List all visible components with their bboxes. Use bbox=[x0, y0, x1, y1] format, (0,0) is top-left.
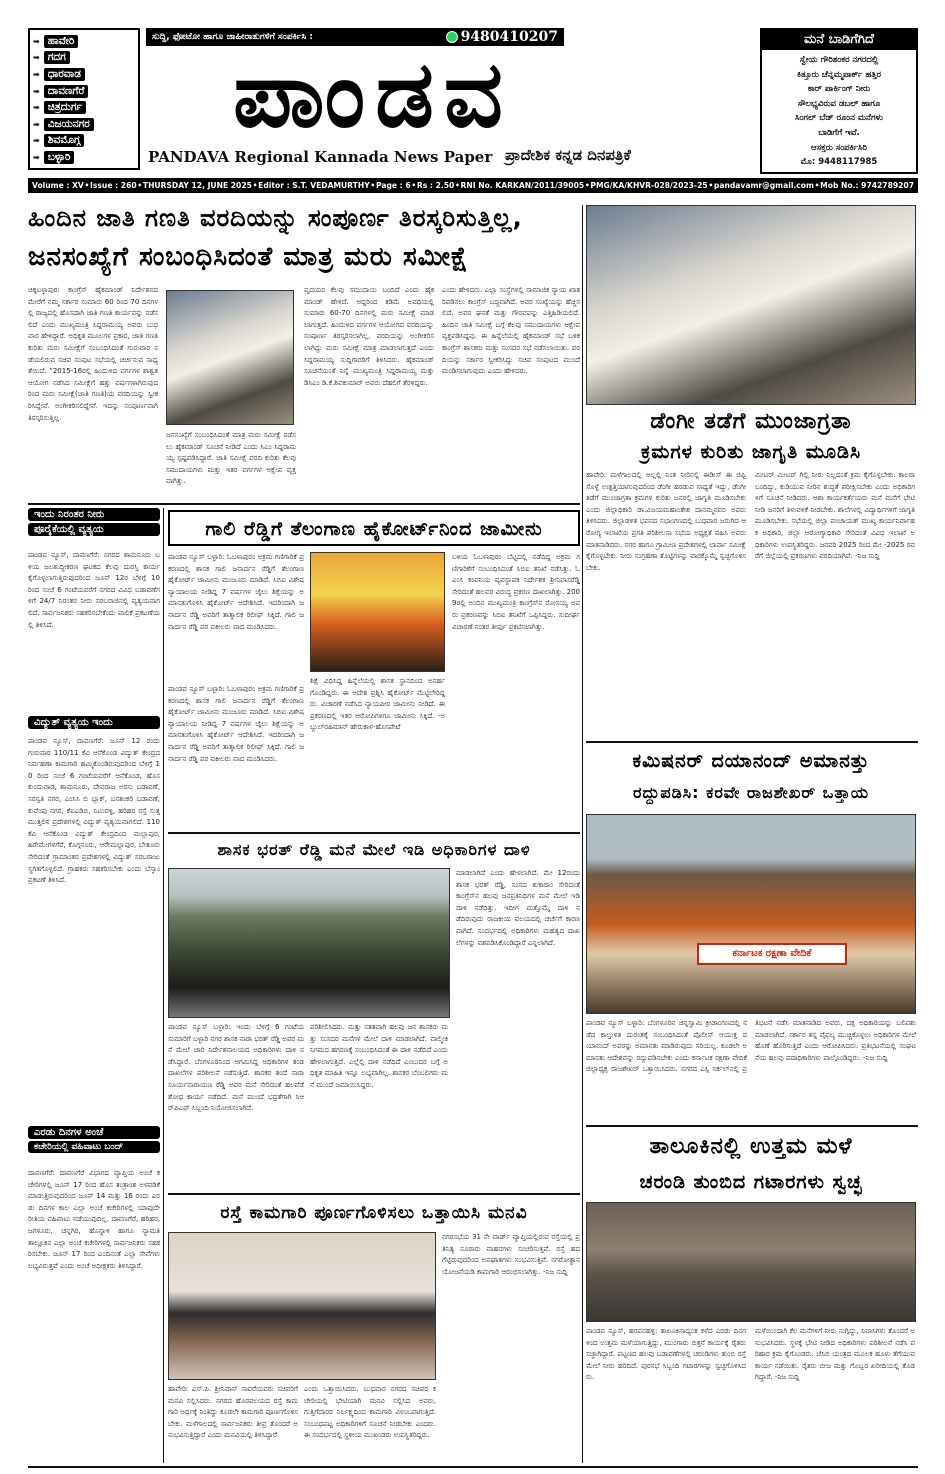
divider bbox=[168, 1193, 580, 1195]
bottom-rule bbox=[28, 1466, 918, 1468]
district-item bbox=[33, 149, 135, 166]
bail-column-1b: ಪಾಂಡವ ನ್ಯೂಸ್ ಬಳ್ಳಾರಿ: ಓಬಳಾಪುರಂ ಅಕ್ರಮ ಗಣಿಗಾರಿಕೆ ಪ್ರಕರಣದಲ್ಲಿ ಶಾಸಕ ಗಾಲಿ ಜನಾರ್ದನ ರೆಡ್ಡಿಗೆ ತೆಲಂಗಾಣ ಹೈಕೋರ್ಟ್ ಜಾಮೀನು ಮಂಜೂರು ಮಾಡಿದೆ. ಸಿಬಿಐ ವಿಶೇಷ ನ್ಯಾಯಾಲಯ ನೀಡಿದ್ದ 7 ವರ್ಷಗಳ ಜೈಲು ಶಿಕ್ಷೆಯನ್ನು ಅಮಾನತುಗೊಳಿಸಿ ಹೈಕೋರ್ಟ್ ಆದೇಶಿಸಿದೆ. ಇದರಿಂದಾಗಿ ಜನಾರ್ದನ ರೆಡ್ಡಿ ಅವರಿಗೆ ತಾತ್ಕಾಲಿಕ ರಿಲೀಫ್ ಸಿಕ್ಕಿದೆ. ಗಾಲಿ ಜನಾರ್ದನ ರೆಡ್ಡಿ ಪರ ವಕೀಲರು ವಾದ ಮಂಡಿಸಿದರು. bbox=[168, 685, 304, 763]
lead-column-1: ಚಿಕ್ಕಬಳ್ಳಾಪುರ: ಕಾಂಗ್ರೆಸ್ ಹೈಕಮಾಂಡ್ ನಿರ್ದೇಶನದ ಮೇರೆಗೆ ನಮ್ಮ ಸರ್ಕಾರ ಸುಮಾರು 60 ರಿಂದ 70 ದಿನಗಳಲ್ಲಿ ರಾಜ್ಯದಲ್ಲಿ ಹೊಸದಾಗಿ ಜಾತಿ ಗಣತಿ ಕಾರ್ಯವನ್ನು ನಡೆಸಲಿದೆ ಎಂದು ಮುಖ್ಯಮಂತ್ರಿ ಸಿದ್ದರಾಮಯ್ಯ ಅವರು ಬುಧವಾರ ಹೇಳಿದ್ದಾರೆ. ಅಧಿಕೃತ ಮೂಲಗಳ ಪ್ರಕಾರ, ಜಾತಿ ಗಣತಿ ಕುರಿತು ಮರು ಸಮೀಕ್ಷೆಗೆ ಸಂಬಂಧಿಸಿದಂತೆ ಗುರುವಾರ ನಡೆಯಲಿರುವ ಸಚಿವ ಸಂಪುಟ ಸಭೆಯಲ್ಲಿ ಚರ್ಚಿಸುವ ಸಾಧ್ಯತೆಯಿದೆ. "2015-16ರಲ್ಲಿ ಹಿಂದುಳಿದ ವರ್ಗಗಳ ಶಾಶ್ವತ ಆಯೋಗ ನಡೆಸಿದ ಸಮೀಕ್ಷೆಗೆ ಹತ್ತು ವರ್ಷಗಳಾಗಿರುವುದರಿಂದ ಮರು ಸಮೀಕ್ಷೆ(ಜಾತಿ ಗಣತಿ)ಯ ವರದಿಯನ್ನು ಸ್ವೀಕರಿಸಿದ್ದೇವೆ. ಅಂಗೀಕರಿಸಲಿದ್ದೇವೆ. ಇದನ್ನು ಸಂಪೂರ್ಣವಾಗಿ ತಿರಸ್ಕರಿಸುತ್ತಿಲ್ಲ. bbox=[28, 286, 158, 422]
arrow-icon: ➡ bbox=[33, 36, 40, 46]
info-item: Rs : 2.50 bbox=[416, 181, 455, 190]
arrow-icon: ➡ bbox=[33, 119, 40, 129]
classified-line: ಕಾರ್ ಪಾರ್ಕಿಂಗ್ ನೀರು bbox=[807, 84, 871, 95]
rain-column-2: ಮಳೆಯಿಂದಾಗಿ ಕೆಲ ಮನೆಗಳಿಗೆ ನೀರು ನುಗ್ಗಿದ್ದು, ನಿವಾಸಿಗಳು ತೊಂದರೆ ಅನುಭವಿಸಿದರು. ಸ್ಥಳಕ್ಕೆ ಭೇಟಿ ನೀಡಿದ ಅಧಿಕಾರಿಗಳು ಪರಿಶೀಲನೆ ನಡೆಸಿ ಪರಿಹಾರ ಕ್ರಮ ಕೈಗೊಂಡರು. ಜೆಸಿಬಿ ಯಂತ್ರದ ಮೂಲಕ ಹೂಳು ತೆಗೆಯುವ ಕಾರ್ಯ ನಡೆಯಿತು. ರೈತರು ಬೀಜ ಮತ್ತು ಗೊಬ್ಬರ ಖರೀದಿಯಲ್ಲಿ ತೊಡಗಿದ್ದಾರೆ. -ನಿಜ ಸುದ್ದಿ bbox=[755, 1327, 915, 1382]
classified-line: ಸ್ವೇಯ ಗೌರಿಶಂಕರ ನಗರದಲ್ಲಿ bbox=[799, 55, 879, 65]
classified-line: ಸೌಲಭ್ಯವಿರುವ ಡಬಲ್ ಹಾಗೂ bbox=[797, 98, 881, 109]
rain-column-1: ಪಾಂಡವ ನ್ಯೂಸ್, ಹರಪನಹಳ್ಳಿ: ತಾಲೂಕಿನಾದ್ಯಂತ ಕಳೆದ ಎರಡು ದಿನಗಳಿಂದ ಉತ್ತಮ ಮಳೆಯಾಗುತ್ತಿದ್ದು, ಮುಂಗಾರು ಬಿತ್ತನೆ ಕಾರ್ಯಕ್ಕೆ ರೈತರು ಸಜ್ಜಾಗಿದ್ದಾರೆ. ಪಟ್ಟಣದ ಹಲವು ಬಡಾವಣೆಗಳಲ್ಲಿ ಚರಂಡಿಗಳು ತುಂಬಿ ರಸ್ತೆ ಮೇಲೆ ನೀರು ಹರಿದಿದೆ. ಪುರಸಭೆ ಸಿಬ್ಬಂದಿ ಗಟಾರಗಳನ್ನು ಸ್ವಚ್ಛಗೊಳಿಸಿದರು. bbox=[586, 1327, 746, 1382]
dengue-headline-2: ಕ್ರಮಗಳ ಕುರಿತು ಜಾಗೃತಿ ಮೂಡಿಸಿ bbox=[640, 441, 862, 463]
separator-icon: • bbox=[584, 181, 590, 190]
info-item: Issue : 260 bbox=[90, 181, 137, 190]
dengue-photo bbox=[586, 205, 916, 405]
office-headline-2: ಕಚೇರಿಯಲ್ಲಿ ವಹಿವಾಟು ಬಂದ್ bbox=[28, 1141, 160, 1153]
dengue-column-1: ಹಾವೇರಿ: ಮಳೆಗಾಲದಲ್ಲಿ ಅಲ್ಲಲ್ಲಿ ನಿಂತ ನೀರಿನಲ್ಲಿ ಈಡೀಸ್ ಈ ಜಿಪ್ಟಿ ಸೊಳ್ಳೆ ಉತ್ಪತ್ತಿಯಾಗುವುದರಿಂದ ಡೆಂಗೀ ಹರಡುವ ಸಾಧ್ಯತೆ ಇದ್ದು, ಡೆಂಗೀ ತಡೆಗೆ ಮುಂಜಾಗ್ರತಾ ಕ್ರಮಗಳ ಕುರಿತು ಜನರಲ್ಲಿ ಜಾಗೃತಿ ಮೂಡಿಸಬೇಕು ಎಂದು ಜಿಲ್ಲಾಧಿಕಾರಿ ಡಾ.ವಿಜಯಮಹಾಂತೇಶ ದಾನಮ್ಮನವರ ಅವರು ತಿಳಿಸಿದರು. ಜಿಲ್ಲಾಡಳಿತ ಭವನದ ಸಭಾಂಗಣದಲ್ಲಿ ಬುಧವಾರ ಜರುಗಿದ ಆರೋಗ್ಯ ಇಲಾಖೆಯ ಪ್ರಗತಿ ಪರಿಶೀಲನಾ ಸಭೆಯ ಅಧ್ಯಕ್ಷತೆ ವಹಿಸಿ ಅವರು ಮಾತನಾಡಿದರು. ನಗರ ಹಾಗೂ ಗ್ರಾಮೀಣ ಪ್ರದೇಶಗಳಲ್ಲಿ ಲಾರ್ವಾ ಸಮೀಕ್ಷೆ ಕೈಗೊಳ್ಳಬೇಕು. ನೀರು ಸಂಗ್ರಹಣಾ ತೊಟ್ಟಿಗಳನ್ನು ವಾರಕ್ಕೊಮ್ಮೆ ಸ್ವಚ್ಛಗೊಳಿಸಬೇಕು. bbox=[586, 471, 746, 572]
district-label: ವಿಜಯನಗರ bbox=[44, 118, 94, 131]
classified-line: ಸಿಂಗಲ್ ಬೆಡ್ ರೂಂನ ಮನೆಗಳು bbox=[795, 113, 883, 124]
commissioner-body: ಪಾಂಡವ ನ್ಯೂಸ್ ಬಳ್ಳಾರಿ: ಬೆಂಗಳೂರಿನ ಚಿನ್ನಸ್ವಾಮಿ ಕ್ರೀಡಾಂಗಣದಲ್ಲಿ ನಡೆದ ಕಾಲ್ತುಳಿತ ದುರಂತಕ್ಕೆ ಸಂಬಂಧಿಸಿದಂತೆ ಪೊಲೀಸ್ ಆಯುಕ್ತ ದಯಾನಂದ್ ಅವರನ್ನು ಅಮಾನತು ಮಾಡಿರುವುದು ಸರಿಯಲ್ಲ. ಕೂಡಲೇ ಅಮಾನತು ಆದೇಶವನ್ನು ರದ್ದುಪಡಿಸಬೇಕು ಎಂದು ಕರ್ನಾಟಕ ರಕ್ಷಣಾ ವೇದಿಕೆ ಜಿಲ್ಲಾಧ್ಯಕ್ಷ ರಾಜಶೇಖರ್ ಒತ್ತಾಯಿಸಿದರು. ನಗರದ ಎಸ್ಪಿ ಸರ್ಕಲ್‌ನಲ್ಲಿ ಪ್ರತಿಭಟನೆ ನಡೆಸಿ ಮಾತನಾಡಿದ ಅವರು, ದಕ್ಷ ಅಧಿಕಾರಿಯನ್ನು ಬಲಿಪಶು ಮಾಡಲಾಗಿದೆ. ಸರ್ಕಾರ ತನ್ನ ವೈಫಲ್ಯ ಮುಚ್ಚಿಕೊಳ್ಳಲು ಅಧಿಕಾರಿಗಳ ಮೇಲೆ ಹೊಣೆ ಹೊರಿಸುತ್ತಿದೆ ಎಂದು ಆರೋಪಿಸಿದರು. ಪ್ರತಿಭಟನೆಯಲ್ಲಿ ಸಂಘಟನೆಯ ಹಲವು ಪದಾಧಿಕಾರಿಗಳು ಪಾಲ್ಗೊಂಡಿದ್ದರು. -ನಿಜ ಸುದ್ದಿ bbox=[586, 1019, 916, 1074]
separator-icon: • bbox=[455, 181, 460, 190]
subtitle-english: PANDAVA Regional Kannada News Paper bbox=[148, 148, 493, 166]
district-label: ದಾವಣಗೆರೆ bbox=[44, 85, 89, 98]
separator-icon: • bbox=[814, 181, 820, 190]
water-body: ಪಾಂಡವ ನ್ಯೂಸ್, ದಾವಣಗೆರೆ: ನಗರದ ಶಾಮನೂರು ಬಳಿಯ ಜಲಶುದ್ಧೀಕರಣ ಘಟಕದ ಕೆಲವು ದುರಸ್ತಿ ಕಾರ್ಯ ಕೈಗೊಳ್ಳಲಾಗುತ್ತಿರುವುದರಿಂದ ಜೂನ್ 12ರ ಬೆಳಿಗ್ಗೆ 10 ರಿಂದ ಸಂಜೆ 6 ಗಂಟೆಯವರೆಗೆ ನಗರದ ವಿವಿಧ ಬಡಾವಣೆಗಳಿಗೆ 24/7 ನಿರಂತರ ನೀರು ಸರಬರಾಜಿನಲ್ಲಿ ವ್ಯತ್ಯಯವಾಗಲಿದೆ. ಸಾರ್ವಜನಿಕರು ಸಹಕರಿಸಬೇಕೆಂದು ಪಾಲಿಕೆ ಪ್ರಕಟಣೆಯಲ್ಲಿ ತಿಳಿಸಿದೆ. bbox=[28, 551, 160, 629]
bail-column-2: ಶಿಕ್ಷೆ ವಿಧಿಸಿದ್ದ ಹಿನ್ನೆಲೆಯಲ್ಲಿ ಶಾಸಕ ಸ್ಥಾನದಿಂದ ಅನರ್ಹಗೊಂಡಿದ್ದರು. ಈ ಆದೇಶ ಪ್ರಶ್ನಿಸಿ ಹೈಕೋರ್ಟ್ ಮೆಟ್ಟಿಲೇರಿದ್ದರು. ವಿಚಾರಣೆ ನಡೆಸಿದ ನ್ಯಾಯಪೀಠ ಜಾಮೀನು ನೀಡಿದೆ. ಈ ಪ್ರಕರಣದಲ್ಲಿ ಇತರ ಆರೋಪಿಗಳಿಗೂ ಜಾಮೀನು ಸಿಕ್ಕಿದೆ. -ಅಬ್ದುಲ್‌ರಹಿಮಾನ್ ಹೇರುಕಾಳ-ಹೊಸಪೇಟೆ bbox=[310, 677, 445, 732]
district-label: ಬಳ್ಳಾರಿ bbox=[44, 151, 75, 164]
separator-icon: • bbox=[137, 181, 143, 190]
info-item: Editor : S.T. VEDAMURTHY bbox=[258, 181, 370, 190]
office-headline-1: ಎರಡು ದಿನಗಳ ಅಂಚೆ bbox=[28, 1126, 160, 1139]
classified-line: ಕಿತ್ತೂರು ಚೆನ್ನಮ್ಮಪಾರ್ಕ್ ಹತ್ತಿರ bbox=[796, 69, 882, 80]
info-item: Volume : XV bbox=[32, 181, 84, 190]
divider bbox=[28, 503, 580, 505]
district-list bbox=[28, 28, 140, 170]
vertical-divider bbox=[582, 205, 583, 1463]
lead-headline-2: ಜನಸಂಖ್ಯೆಗೆ ಸಂಬಂಧಿಸಿದಂತೆ ಮಾತ್ರ ಮರು ಸಮೀಕ್ಷೆ bbox=[28, 242, 469, 272]
subtitle-kannada: ಪ್ರಾದೇಶಿಕ ಕನ್ನಡ ದಿನಪತ್ರಿಕೆ bbox=[505, 146, 631, 164]
separator-icon: • bbox=[708, 181, 714, 190]
commissioner-headline-2: ರದ್ದುಪಡಿಸಿ: ಕರವೇ ರಾಜಶೇಖರ್ ಒತ್ತಾಯ bbox=[632, 783, 870, 802]
bharath-headline: ಶಾಸಕ ಭರತ್ ರೆಡ್ಡಿ ಮನೆ ಮೇಲೆ ಇಡಿ ಅಧಿಕಾರಿಗಳ ದಾಳಿ bbox=[217, 840, 531, 859]
dengue-headline-1: ಡೆಂಗೀ ತಡೆಗೆ ಮುಂಜಾಗ್ರತಾ bbox=[650, 409, 852, 434]
rain-headline-2: ಚರಂಡಿ ತುಂಬಿದ ಗಟಾರಗಳು ಸ್ವಚ್ಛ bbox=[639, 1171, 863, 1193]
arrow-icon: ➡ bbox=[33, 103, 40, 113]
road-column-3: ನಗರಸಭೆಯ 31 ನೇ ವಾರ್ಡ್ ವ್ಯಾಪ್ತಿಯಲ್ಲಿರುವ ರಸ್ತೆಯಲ್ಲಿ ಪ್ರತಿನಿತ್ಯ ನೂರಾರು ವಾಹನಗಳು ಸಂಚರಿಸುತ್ತವೆ. ರಸ್ತೆ ಹದಗೆಟ್ಟಿರುವುದರಿಂದ ಅಪಘಾತಗಳು ಸಂಭವಿಸುತ್ತಿವೆ. ನಗರೋತ್ಥಾನ ಯೋಜನೆಯಡಿ ಕಾಮಗಾರಿ ಆರಂಭಿಸಲಾಗಿತ್ತು. -ನಿಜ ಸುದ್ದಿ bbox=[442, 1233, 580, 1276]
bharath-column-2: ಪರಿಶೀಲಿಸಿದರು. ಮತ್ತು ಸತತವಾಗಿ ಹಲವು ಜನ ಶಾಸಕರು ಮತ್ತು ಸಂಸದರ ಮನೆಗಳ ಮೇಲೆ ದಾಳಿ ಮಾಡಲಾಗಿದೆ. ವಾಲ್ಮೀಕಿ ನಿಗಮದ ಹಗರಣಕ್ಕೆ ಸಂಬಂಧಿಸಿದಂತೆ ಈ ದಾಳಿ ನಡೆದಿದೆ ಎಂದು ಹೇಳಲಾಗುತ್ತಿದೆ. ಎಲ್ಲೆಲ್ಲಿ ದಾಳಿ ನಡೆದಿದೆ ಎಂಬುದರ ಬಗ್ಗೆ ಅಧಿಕೃತ ಮಾಹಿತಿ ಇನ್ನೂ ಲಭ್ಯವಾಗಿಲ್ಲ. ಶಾಸಕರ ಬೆಂಬಲಿಗರು ಮನೆ ಮುಂದೆ ಜಮಾಯಿಸಿದ್ದರು. bbox=[310, 1023, 448, 1089]
rain-headline-1: ತಾಲೂಕಿನಲ್ಲಿ ಉತ್ತಮ ಮಳೆ bbox=[649, 1134, 853, 1159]
water-box bbox=[28, 508, 160, 538]
dengue-column-2: ಮೀಟರ್ ಮೀಟರ್ ಗಿಲ್ಲಿ ನೀರು ನಿಲ್ಲದಂತೆ ಕ್ರಮ ಕೈಗೊಳ್ಳಬೇಕು. ಕಾಲರಾ ಬಂದಿದ್ದು, ಕುಡಿಯುವ ನೀರಿನ ಶುದ್ಧತೆ ಪರೀಕ್ಷಿಸಬೇಕು ಎಂದು ಅಧಿಕಾರಿಗಳಿಗೆ ಸೂಚನೆ ನೀಡಿದರು. ಆಶಾ ಕಾರ್ಯಕರ್ತೆಯರು ಮನೆ ಮನೆಗೆ ಭೇಟಿ ನೀಡಿ ಜನರಿಗೆ ತಿಳುವಳಿಕೆ ನೀಡಬೇಕು. ಶಾಲೆಗಳಲ್ಲಿ ವಿದ್ಯಾರ್ಥಿಗಳಿಗೆ ಜಾಗೃತಿ ಮೂಡಿಸಬೇಕು. ಸಭೆಯಲ್ಲಿ ಜಿಲ್ಲಾ ಪಂಚಾಯತ್ ಮುಖ್ಯ ಕಾರ್ಯನಿರ್ವಾಹಕ ಅಧಿಕಾರಿ, ಜಿಲ್ಲಾ ಆರೋಗ್ಯಾಧಿಕಾರಿ ಸೇರಿದಂತೆ ವಿವಿಧ ಇಲಾಖೆ ಅಧಿಕಾರಿಗಳು ಉಪಸ್ಥಿತರಿದ್ದರು. ಜನವರಿ 2025 ರಿಂದ ಮೇ -2025 ರವರೆಗೆ ಜಿಲ್ಲೆಯಲ್ಲಿ ಪ್ರಕರಣಗಳು ವರದಿಯಾಗಿವೆ. -ನಿಜ ಸುದ್ದಿ bbox=[755, 471, 915, 561]
classified-line: ಆಸಕ್ತರು ಸಂಪರ್ಕಿಸಿರಿ bbox=[811, 142, 867, 153]
contact-line: ಸುದ್ದಿ, ಫೋಟೋ ಹಾಗೂ ಜಾಹೀರಾತುಗಳಿಗೆ ಸಂಪರ್ಕಿಸಿ : bbox=[152, 32, 313, 42]
arrow-icon: ➡ bbox=[33, 86, 40, 96]
lead-headline-1: ಹಿಂದಿನ ಜಾತಿ ಗಣತಿ ವರದಿಯನ್ನು ಸಂಪೂರ್ಣ ತಿರಸ್ಕರಿಸುತ್ತಿಲ್ಲ, bbox=[28, 204, 523, 232]
district-item bbox=[33, 99, 135, 116]
info-bar bbox=[28, 178, 918, 193]
bail-column-3: ಬಳಿಯ ಓಬಳಾಪುರಂ ಬೆಟ್ಟದಲ್ಲಿ ನಡೆದಿದ್ದ ಅಕ್ರಮ ಗಣಿಗಾರಿಕೆಗೆ ಸಂಬಂಧಿಸಿದಂತೆ ಸಿಬಿಐ ತನಿಖೆ ನಡೆಸಿತ್ತು. ಓಎಂಸಿ ಕಂಪನಿಯ ವ್ಯವಸ್ಥಾಪಕ ನಿರ್ದೇಶಕ ಶ್ರೀನಿವಾಸರೆಡ್ಡಿ ಸೇರಿದಂತೆ ಹಲವರ ವಿರುದ್ಧ ಪ್ರಕರಣ ದಾಖಲಾಗಿತ್ತು. 2009ರಲ್ಲಿ ಅಂದಿನ ಮುಖ್ಯಮಂತ್ರಿ ಕಾಂಗ್ರೆಸ್‌ನ ರೋಸಯ್ಯ ಅವರು ಪ್ರಕರಣವನ್ನು ಸಿಬಿಐ ತನಿಖೆಗೆ ಒಪ್ಪಿಸಿದ್ದರು. ಸುದೀರ್ಘ ವಿಚಾರಣೆ ನಂತರ ತೀರ್ಪು ಪ್ರಕಟಿಸಲಾಗಿತ್ತು. bbox=[452, 553, 580, 631]
newspaper-title: ಪಾಂಡವ bbox=[233, 41, 513, 148]
bharath-column-3: ಮಾಡಲಾಗಿದೆ ಎಂದು ಹೇಳಲಾಗಿದೆ. ಮೇ 12ರಂದು ಶಾಸಕ ಭರತ್ ರೆಡ್ಡಿ, ಸಂಸದ ತುಕಾರಾಂ ಸೇರಿದಂತೆ ಕಾಂಗ್ರೆಸ್‌ನ ಹಲವು ಜನಪ್ರತಿನಿಧಿಗಳ ಮನೆ ಮೇಲೆ ಇಡಿ ದಾಳಿ ನಡೆದಿತ್ತು. ಇದೀಗ ಮತ್ತೊಮ್ಮೆ ದಾಳಿ ನಡೆದಿರುವುದು ರಾಜಕೀಯ ವಲಯದಲ್ಲಿ ಚರ್ಚೆಗೆ ಕಾರಣವಾಗಿದೆ. ಸಂದರ್ಭದಲ್ಲಿ ಅಧಿಕಾರಿಗಳು ಮಹತ್ವದ ದಾಖಲೆಗಳನ್ನು ವಶಪಡಿಸಿಕೊಂಡಿದ್ದಾರೆ ಎನ್ನಲಾಗಿದೆ. bbox=[456, 869, 580, 947]
district-label: ಶಿವಮೊಗ್ಗ bbox=[44, 134, 85, 147]
whatsapp-number: 9480410207 bbox=[460, 29, 558, 45]
separator-icon: • bbox=[84, 181, 90, 190]
district-item bbox=[33, 66, 135, 83]
separator-icon: • bbox=[252, 181, 258, 190]
lead-column-2: ಜನಸಂಖ್ಯೆಗೆ ಸಂಬಂಧಿಸಿದಂತೆ ಮಾತ್ರ ಮರು ಸಮೀಕ್ಷೆ ನಡೆಸಲು ಹೈಕಮಾಂಡ್ ಸೂಚನೆ ನೀಡಿದೆ ಎಂದು ಸಿಎಂ ಸಿದ್ದರಾಮಯ್ಯ ಸ್ಪಷ್ಟಪಡಿಸಿದ್ದಾರೆ. ಜಾತಿ ಸಮೀಕ್ಷೆ ವರದಿ ಕುರಿತು ಕೆಲವು ಸಮುದಾಯಗಳು ಮತ್ತು ಇತರ ವರ್ಗಗಳ ಆಕ್ಷೇಪ ವ್ಯಕ್ತವಾಗಿತ್ತು. bbox=[166, 431, 296, 486]
rain-drain-photo bbox=[586, 1202, 916, 1322]
water-headline-2: ಪೂರೈಕೆಯಲ್ಲಿ ವ್ಯತ್ಯಯ bbox=[28, 523, 160, 536]
road-headline: ರಸ್ತೆ ಕಾಮಗಾರಿ ಪೂರ್ಣಗೊಳಿಸಲು ಒತ್ತಾಯಿಸಿ ಮನವಿ bbox=[220, 1203, 528, 1223]
office-body: ದಾವಣಗೆರೆ: ದಾವಣಗೆರೆ ವಿಭಾಗದ ವ್ಯಾಪ್ತಿಯ ಅಂಚೆ ಕಚೇರಿಗಳಲ್ಲಿ ಜೂನ್ 17 ರಿಂದ ಹೊಸ ತಂತ್ರಾಂಶ ಅಳವಡಿಕೆ ಮಾಡುತ್ತಿರುವುದರಿಂದ ಜೂನ್ 14 ಮತ್ತು 16 ರಂದು ಎರಡು ದಿನಗಳ ಕಾಲ ಎಲ್ಲಾ ಅಂಚೆ ಕಚೇರಿಗಳಲ್ಲಿ ಯಾವುದೇ ರೀತಿಯ ವಹಿವಾಟು ನಡೆಯುವುದಿಲ್ಲ. ದಾವಣಗೆರೆ, ಹರಿಹರ, ಜಗಳೂರು, ಚನ್ನಗಿರಿ, ಹೊನ್ನಾಳಿ ಹಾಗೂ ನ್ಯಾಮತಿ ತಾಲ್ಲೂಕಿನ ಎಲ್ಲಾ ಅಂಚೆ ಕಚೇರಿಗಳಲ್ಲಿ ಸಾರ್ವಜನಿಕರು ಸಹಕರಿಸಬೇಕು. ಜೂನ್ 17 ರಿಂದ ಎಂದಿನಂತೆ ಎಲ್ಲಾ ಸೇವೆಗಳು ಲಭ್ಯವಿರುತ್ತವೆ ಎಂದು ಅಂಚೆ ಅಧೀಕ್ಷಕರು ತಿಳಿಸಿದ್ದಾರೆ. bbox=[28, 1169, 160, 1270]
district-item bbox=[33, 33, 135, 50]
classified-line: ಬಾಡಿಗೆಗೆ ಇವೆ. bbox=[818, 127, 860, 138]
power-headline: ವಿದ್ಯುತ್ ವ್ಯತ್ಯಯ ಇಂದು bbox=[28, 716, 160, 729]
road-column-1: ಹಾವೇರಿ: ಎಸ್.ಪಿ. ಶ್ರೀನಿವಾಸ್ ಸಾವರೆಯವರು ಸಚಿವರಿಗೆ ಮನವಿ ಸಲ್ಲಿಸಿದರು. ನಗರದ ಹೊರವಲಯದ ರಸ್ತೆ ಕಾಮಗಾರಿ ಅರ್ಧಕ್ಕೆ ನಿಂತಿದ್ದು ಕೂಡಲೇ ಕಾಮಗಾರಿ ಪೂರ್ಣಗೊಳಿಸಬೇಕು. ಮಳೆಗಾಲದಲ್ಲಿ ಸಾರ್ವಜನಿಕರು ತೀವ್ರ ತೊಂದರೆ ಅನುಭವಿಸುತ್ತಿದ್ದಾರೆ ಎಂದು ಮನವಿಯಲ್ಲಿ ತಿಳಿಸಿದ್ದಾರೆ. bbox=[168, 1385, 298, 1440]
classified-heading: ಮನೆ ಬಾಡಿಗೆಗಿದೆ bbox=[762, 30, 916, 50]
arrow-icon: ➡ bbox=[33, 69, 40, 79]
info-item: THURSDAY 12, JUNE 2025 bbox=[142, 181, 252, 190]
bharath-column-1: ಪಾಂಡವ ನ್ಯೂಸ್ ಬಳ್ಳಾರಿ: ಇಂದು ಬೆಳಿಗ್ಗೆ 6 ಗಂಟೆಯ ಸುಮಾರಿಗೆ ಬಳ್ಳಾರಿ ನಗರ ಶಾಸಕ ನಾರಾ ಭರತ್ ರೆಡ್ಡಿ ಅವರ ಮನೆ ಮೇಲೆ ಜಾರಿ ನಿರ್ದೇಶನಾಲಯದ ಅಧಿಕಾರಿಗಳು ದಾಳಿ ನಡೆಸಿದ್ದಾರೆ. ಬೆಂಗಳೂರಿನಿಂದ ಆಗಮಿಸಿದ್ದ ಅಧಿಕಾರಿಗಳ ತಂಡ ದಾಖಲೆಗಳ ಪರಿಶೀಲನೆ ನಡೆಸುತ್ತಿದೆ. ಶಾಸಕರ ತಂದೆ ನಾರಾ ಸೂರ್ಯನಾರಾಯಣ ರೆಡ್ಡಿ ಅವರ ಮನೆ ಸೇರಿದಂತೆ ಹಲವೆಡೆ ಶೋಧ ಕಾರ್ಯ ನಡೆದಿದೆ. ಮನೆ ಮುಂದೆ ಭದ್ರತೆಗಾಗಿ ಸಿಆರ್‌ಪಿಎಫ್ ಸಿಬ್ಬಂದಿ ನಿಯೋಜಿಸಲಾಗಿದೆ. bbox=[168, 1023, 304, 1113]
district-item bbox=[33, 133, 135, 150]
bail-headline: ಗಾಲಿ ರೆಡ್ಡಿಗೆ ತೆಲಂಗಾಣ ಹೈಕೋರ್ಟ್‌ನಿಂದ ಜಾಮೀನು bbox=[168, 510, 580, 546]
district-item bbox=[33, 83, 135, 100]
water-headline-1: ಇಂದು ನಿರಂತರ ನೀರು bbox=[28, 508, 160, 521]
info-item: pandavamr@gmail.com bbox=[713, 181, 814, 190]
arrow-icon: ➡ bbox=[33, 152, 40, 162]
commissioner-protest-photo bbox=[586, 814, 916, 1014]
bail-column-1: ಪಾಂಡವ ನ್ಯೂಸ್ ಬಳ್ಳಾರಿ: ಓಬಳಾಪುರಂ ಅಕ್ರಮ ಗಣಿಗಾರಿಕೆ ಪ್ರಕರಣದಲ್ಲಿ ಶಾಸಕ ಗಾಲಿ ಜನಾರ್ದನ ರೆಡ್ಡಿಗೆ ತೆಲಂಗಾಣ ಹೈಕೋರ್ಟ್ ಜಾಮೀನು ಮಂಜೂರು ಮಾಡಿದೆ. ಸಿಬಿಐ ವಿಶೇಷ ನ್ಯಾಯಾಲಯ ನೀಡಿದ್ದ 7 ವರ್ಷಗಳ ಜೈಲು ಶಿಕ್ಷೆಯನ್ನು ಅಮಾನತುಗೊಳಿಸಿ ಹೈಕೋರ್ಟ್ ಆದೇಶಿಸಿದೆ. ಇದರಿಂದಾಗಿ ಜನಾರ್ದನ ರೆಡ್ಡಿ ಅವರಿಗೆ ತಾತ್ಕಾಲಿಕ ರಿಲೀಫ್ ಸಿಕ್ಕಿದೆ. ಗಾಲಿ ಜನಾರ್ದನ ರೆಡ್ಡಿ ಪರ ವಕೀಲರು ವಾದ ಮಂಡಿಸಿದರು. bbox=[168, 553, 304, 631]
office-box bbox=[28, 1126, 160, 1155]
divider bbox=[168, 832, 580, 834]
road-petition-photo bbox=[168, 1232, 436, 1380]
info-item: Page : 6 bbox=[375, 181, 411, 190]
arrow-icon: ➡ bbox=[33, 136, 40, 146]
classified-line: ಮೊ: 9448117985 bbox=[800, 157, 878, 168]
separator-icon: • bbox=[411, 181, 417, 190]
district-label: ಹಾವೇರಿ bbox=[44, 35, 79, 48]
classified-ad bbox=[760, 28, 918, 174]
district-item bbox=[33, 116, 135, 133]
road-column-2: ಎಂದು ಒತ್ತಾಯಿಸಿದರು. ಬುಧವಾರ ನಗರದ ಸಚಿವರ ಕಚೇರಿಯಲ್ಲಿ ಭೇಟಿಯಾಗಿ ಮನವಿ ಸಲ್ಲಿಸಿದ ಅವರು, ಗುತ್ತಿಗೆದಾರರ ನಿರ್ಲಕ್ಷ್ಯದಿಂದ ಕಾಮಗಾರಿ ವಿಳಂಬವಾಗುತ್ತಿದೆ. ಸಂಬಂಧಪಟ್ಟ ಅಧಿಕಾರಿಗಳಿಗೆ ಸೂಚನೆ ನೀಡಬೇಕು ಎಂದರು. ಈ ಸಂದರ್ಭದಲ್ಲಿ ಸ್ಥಳೀಯ ಮುಖಂಡರು ಉಪಸ್ಥಿತರಿದ್ದರು. bbox=[304, 1385, 436, 1440]
info-item: Mob No.: 9742789207 bbox=[820, 181, 914, 190]
lead-photo-cm bbox=[166, 290, 294, 425]
commissioner-headline-1: ಕಮಿಷನರ್ ದಯಾನಂದ್ ಅಮಾನತ್ತು bbox=[632, 750, 870, 772]
bail-photo bbox=[310, 552, 445, 672]
protest-banner: ಕರ್ನಾಟಕ ರಕ್ಷಣಾ ವೇದಿಕೆ bbox=[697, 943, 847, 965]
vertical-divider bbox=[163, 508, 164, 1463]
info-item: RNI No. KARKAN/2011/39005 bbox=[460, 181, 585, 190]
divider bbox=[586, 1125, 918, 1127]
district-label: ಚಿತ್ರದುರ್ಗ bbox=[44, 101, 86, 114]
info-item: PMG/KA/KHVR-028/2023-25 bbox=[590, 181, 708, 190]
divider bbox=[586, 741, 918, 743]
district-label: ಧಾರವಾಡ bbox=[44, 68, 85, 81]
district-item bbox=[33, 50, 135, 67]
power-body: ಪಾಂಡವ ನ್ಯೂಸ್, ದಾವಣಗೆರೆ: ಜೂನ್ 12 ರಂದು ಗುರುವಾರ 110/11 ಕೆವಿ ಆನೆಕೊಂಡ ವಿದ್ಯುತ್ ಕೇಂದ್ರದ ನಿರ್ವಹಣಾ ಕಾಮಗಾರಿ ಹಮ್ಮಿಕೊಂಡಿರುವುದರಿಂದ ಬೆಳಿಗ್ಗೆ 10 ರಿಂದ ಸಂಜೆ 6 ಗಂಟೆಯವರೆಗೆ ಆನೆಕೊಂಡ, ಹೊಸ ಕುಂದುವಾಡ, ಶಾಮನೂರು, ದೇವರಾಜ ಅರಸು ಬಡಾವಣೆ, ಸರಸ್ವತಿ ನಗರ, ಎಂಸಿಸಿ ಬಿ ಬ್ಲಾಕ್, ಬನಶಂಕರಿ ಬಡಾವಣೆ, ಕುವೆಂಪು ನಗರ, ಕೆಐಎಡಿಬಿ, ನಿಟುವಳ್ಳಿ, ಹರಿಹರ ರಸ್ತೆ ಸುತ್ತಮುತ್ತಲಿನ ಪ್ರದೇಶಗಳಲ್ಲಿ ವಿದ್ಯುತ್ ವ್ಯತ್ಯಯವಾಗಲಿದೆ. 110 ಕೆವಿ ಆನೆಕೊಂಡ ವಿದ್ಯುತ್ ಕೇಂದ್ರದಿಂದ ಮಲ್ಲಾಪುರ, ಹಿರೇಮೇಗಳಗೆರೆ, ಕೊಗ್ಗನೂರು, ಆರೇಮಲ್ಲಾಪುರ, ಬೇತೂರು ಸೇರಿದಂತೆ ಗ್ರಾಮಾಂತರ ಪ್ರದೇಶಗಳಲ್ಲಿ ವಿದ್ಯುತ್ ಸರಬರಾಜು ಸ್ಥಗಿತಗೊಳ್ಳಲಿದೆ. ಗ್ರಾಹಕರು ಸಹಕರಿಸಬೇಕು ಎಂದು ಬೆಸ್ಕಾಂ ಪ್ರಕಟಣೆ ತಿಳಿಸಿದೆ. bbox=[28, 737, 160, 885]
lead-column-4: ಎಂದು ಹೇಳಿದರು. ಎಲ್ಲಾ ಸಂಸ್ಥೆಗಳಲ್ಲಿ ಸಾಮಾಜಿಕ ನ್ಯಾಯ ಖಾತರಿಪಡಿಸಲು ಕಾಂಗ್ರೆಸ್ ಬದ್ಧವಾಗಿದೆ. ಅವರ ಸಂಖ್ಯೆಯನ್ನು ಹೆಚ್ಚಿಸಲಿದೆ. ಅವರ ಘನತೆ ಮತ್ತು ಗೌರವವನ್ನು ಎತ್ತಿಹಿಡಿಯಲಿದೆ. ಹಿಂದಿನ ಜಾತಿ ಸಮೀಕ್ಷೆ ಬಗ್ಗೆ ಕೆಲವು ಸಮುದಾಯಗಳು ಆಕ್ಷೇಪ ವ್ಯಕ್ತಪಡಿಸಿದ್ದವು. ಈ ಹಿನ್ನೆಲೆಯಲ್ಲಿ ಹೈಕಮಾಂಡ್ ಸಭೆ ಬಳಿಕ ಕಾಂಗ್ರೆಸ್ ಶಾಸಕರು ಮತ್ತು ಸಂಸದರ ಸಭೆ ನಡೆಸಲಾಯಿತು. ವರದಿಯನ್ನು ಸರ್ಕಾರ ಸ್ವೀಕರಿಸಿದ್ದು ಸಚಿವ ಸಂಪುಟದ ಮುಂದೆ ಮಂಡಿಸಲಾಗುವುದು ಎಂದು ಹೇಳಿದರು. bbox=[442, 286, 580, 376]
arrow-icon: ➡ bbox=[33, 53, 40, 63]
bharath-house-photo bbox=[168, 868, 450, 1018]
district-label: ಗದಗ bbox=[44, 51, 70, 64]
separator-icon: • bbox=[370, 181, 376, 190]
lead-column-3: ವೃದಯರ ಕೆಲವು ಸಮುದಾಯ ಬಂದಿದೆ ಎಂದು ಹೈಕಮಾಂಡ್ ಹೇಳಿದೆ. ಆದ್ದರಿಂದ ಕಡಿಮೆ ಅವಧಿಯಲ್ಲಿ ಸುಮಾರು 60-70 ದಿನಗಳಲ್ಲಿ ಮರು ಸಮೀಕ್ಷೆ ಮಾಡಲಾಗುತ್ತದೆ. ಹಿಂದುಳಿದ ವರ್ಗಗಳ ಆಯೋಗದ ವರದಿಯನ್ನು ಸಂಪೂರ್ಣ ತಿರಸ್ಕರಿಸಲಾಗಿಲ್ಲ. ವರದಿಯನ್ನು ಅಂಗೀಕರಿಸಲಾಗಿದ್ದು ಮರು ಸಮೀಕ್ಷೆ ಮಾತ್ರ ಮಾಡಲಾಗುತ್ತದೆ ಎಂದು ಸಿದ್ದರಾಮಯ್ಯ ಸುದ್ದಿಗಾರರಿಗೆ ತಿಳಿಸಿದರು. ಹೈಕಮಾಂಡ್ ಸೂಚನೆಯಂತೆ ನಿನ್ನೆ ಮುಖ್ಯಮಂತ್ರಿ ಸಿದ್ದರಾಮಯ್ಯ ಮತ್ತು ಡಿಸಿಎಂ ಡಿ.ಕೆ.ಶಿವಕುಮಾರ್ ಅವರು ದೆಹಲಿಗೆ ತೆರಳಿದ್ದರು. bbox=[304, 286, 434, 387]
